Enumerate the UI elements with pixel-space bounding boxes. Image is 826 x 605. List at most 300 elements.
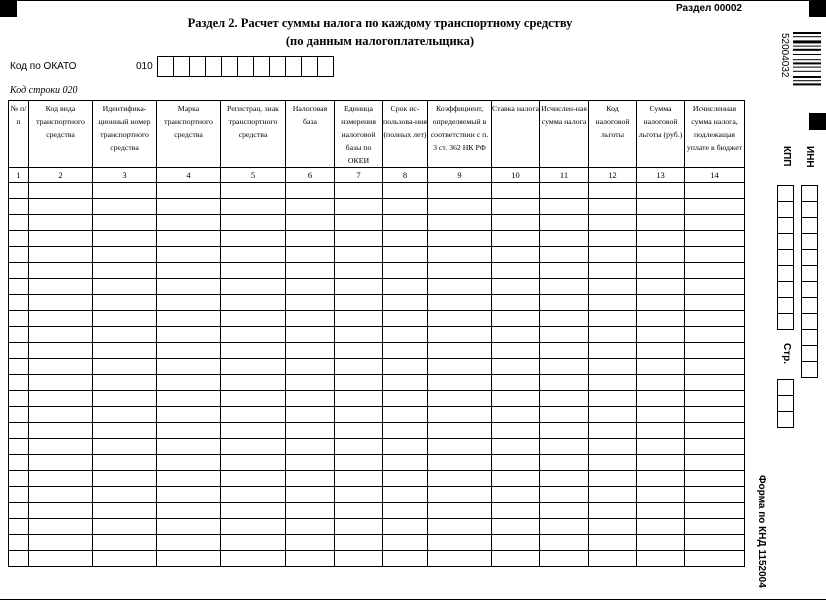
table-cell[interactable] [492,327,540,343]
table-cell[interactable] [428,327,492,343]
table-cell[interactable] [157,535,221,551]
okato-cell[interactable] [206,57,222,76]
table-cell[interactable] [637,471,685,487]
kpp-input-cells[interactable] [777,185,794,330]
table-cell[interactable] [335,503,383,519]
table-cell[interactable] [286,471,335,487]
table-cell[interactable] [428,215,492,231]
table-cell[interactable] [221,535,286,551]
table-cell[interactable] [637,199,685,215]
table-cell[interactable] [589,503,637,519]
table-cell[interactable] [589,439,637,455]
table-cell[interactable] [492,535,540,551]
table-cell[interactable] [335,519,383,535]
table-cell[interactable] [492,295,540,311]
inn-cell[interactable] [802,362,817,378]
table-cell[interactable] [157,487,221,503]
table-cell[interactable] [93,471,157,487]
table-cell[interactable] [221,471,286,487]
table-cell[interactable] [540,455,589,471]
page-number-cells[interactable] [777,379,794,428]
table-cell[interactable] [685,407,745,423]
table-cell[interactable] [29,471,93,487]
table-cell[interactable] [540,439,589,455]
table-cell[interactable] [428,503,492,519]
table-cell[interactable] [93,215,157,231]
table-cell[interactable] [428,375,492,391]
table-cell[interactable] [93,183,157,199]
table-cell[interactable] [157,327,221,343]
table-cell[interactable] [589,343,637,359]
table-cell[interactable] [157,407,221,423]
table-cell[interactable] [428,471,492,487]
table-cell[interactable] [286,391,335,407]
table-cell[interactable] [383,551,428,567]
table-cell[interactable] [29,311,93,327]
table-cell[interactable] [221,439,286,455]
table-cell[interactable] [685,279,745,295]
table-cell[interactable] [335,535,383,551]
table-cell[interactable] [685,471,745,487]
table-cell[interactable] [383,455,428,471]
okato-cell[interactable] [286,57,302,76]
table-cell[interactable] [157,503,221,519]
table-cell[interactable] [540,551,589,567]
table-cell[interactable] [221,487,286,503]
table-cell[interactable] [29,327,93,343]
table-cell[interactable] [29,183,93,199]
table-cell[interactable] [685,439,745,455]
table-cell[interactable] [540,375,589,391]
table-cell[interactable] [93,199,157,215]
inn-cell[interactable] [802,186,817,202]
table-cell[interactable] [9,375,29,391]
table-cell[interactable] [685,423,745,439]
table-cell[interactable] [221,407,286,423]
table-cell[interactable] [93,455,157,471]
table-cell[interactable] [383,247,428,263]
table-cell[interactable] [589,311,637,327]
table-cell[interactable] [637,535,685,551]
table-cell[interactable] [589,263,637,279]
table-cell[interactable] [286,295,335,311]
table-cell[interactable] [93,375,157,391]
table-cell[interactable] [685,359,745,375]
table-cell[interactable] [383,519,428,535]
table-cell[interactable] [29,423,93,439]
table-cell[interactable] [157,183,221,199]
table-cell[interactable] [637,519,685,535]
table-cell[interactable] [9,503,29,519]
table-cell[interactable] [685,231,745,247]
table-cell[interactable] [540,471,589,487]
table-cell[interactable] [221,311,286,327]
table-cell[interactable] [286,311,335,327]
table-cell[interactable] [540,327,589,343]
table-cell[interactable] [221,327,286,343]
table-cell[interactable] [335,455,383,471]
table-cell[interactable] [492,199,540,215]
kpp-cell[interactable] [778,314,793,330]
table-cell[interactable] [286,487,335,503]
table-cell[interactable] [29,247,93,263]
table-cell[interactable] [637,391,685,407]
table-cell[interactable] [29,535,93,551]
table-cell[interactable] [637,263,685,279]
table-cell[interactable] [157,247,221,263]
table-cell[interactable] [9,551,29,567]
table-cell[interactable] [383,391,428,407]
table-cell[interactable] [335,551,383,567]
table-cell[interactable] [589,407,637,423]
table-cell[interactable] [685,327,745,343]
table-cell[interactable] [29,215,93,231]
table-cell[interactable] [589,295,637,311]
table-cell[interactable] [637,407,685,423]
table-cell[interactable] [589,231,637,247]
table-cell[interactable] [637,487,685,503]
table-cell[interactable] [428,439,492,455]
table-cell[interactable] [93,263,157,279]
table-cell[interactable] [428,519,492,535]
table-cell[interactable] [637,343,685,359]
table-cell[interactable] [157,519,221,535]
table-cell[interactable] [492,487,540,503]
table-cell[interactable] [540,295,589,311]
table-cell[interactable] [383,535,428,551]
table-cell[interactable] [221,199,286,215]
table-cell[interactable] [29,551,93,567]
table-cell[interactable] [540,183,589,199]
table-cell[interactable] [221,215,286,231]
inn-input-cells[interactable] [801,185,818,378]
table-cell[interactable] [540,487,589,503]
table-cell[interactable] [428,343,492,359]
table-cell[interactable] [93,407,157,423]
table-cell[interactable] [589,519,637,535]
table-cell[interactable] [286,455,335,471]
table-cell[interactable] [492,455,540,471]
table-cell[interactable] [589,471,637,487]
table-cell[interactable] [383,183,428,199]
okato-cell[interactable] [174,57,190,76]
table-cell[interactable] [221,423,286,439]
table-cell[interactable] [383,327,428,343]
table-cell[interactable] [589,215,637,231]
table-cell[interactable] [157,231,221,247]
table-cell[interactable] [383,343,428,359]
okato-cell[interactable] [158,57,174,76]
table-cell[interactable] [492,471,540,487]
table-cell[interactable] [9,311,29,327]
table-cell[interactable] [286,407,335,423]
table-cell[interactable] [29,455,93,471]
table-cell[interactable] [383,199,428,215]
table-cell[interactable] [221,519,286,535]
table-cell[interactable] [589,487,637,503]
table-cell[interactable] [9,487,29,503]
table-cell[interactable] [335,311,383,327]
table-cell[interactable] [335,375,383,391]
kpp-cell[interactable] [778,250,793,266]
okato-cell[interactable] [222,57,238,76]
okato-cell[interactable] [190,57,206,76]
table-cell[interactable] [492,407,540,423]
table-cell[interactable] [428,295,492,311]
table-cell[interactable] [540,311,589,327]
table-cell[interactable] [335,407,383,423]
table-cell[interactable] [9,519,29,535]
table-cell[interactable] [685,295,745,311]
table-cell[interactable] [93,311,157,327]
table-cell[interactable] [157,279,221,295]
table-cell[interactable] [492,311,540,327]
table-cell[interactable] [637,375,685,391]
table-cell[interactable] [93,535,157,551]
table-cell[interactable] [637,423,685,439]
kpp-cell[interactable] [778,202,793,218]
table-cell[interactable] [492,215,540,231]
table-cell[interactable] [157,263,221,279]
table-cell[interactable] [685,311,745,327]
inn-cell[interactable] [802,202,817,218]
table-cell[interactable] [93,519,157,535]
kpp-cell[interactable] [778,218,793,234]
table-cell[interactable] [589,535,637,551]
table-cell[interactable] [428,407,492,423]
table-cell[interactable] [29,375,93,391]
table-cell[interactable] [383,407,428,423]
inn-cell[interactable] [802,298,817,314]
table-cell[interactable] [492,439,540,455]
table-cell[interactable] [685,455,745,471]
table-cell[interactable] [637,503,685,519]
inn-cell[interactable] [802,346,817,362]
table-cell[interactable] [9,455,29,471]
inn-cell[interactable] [802,330,817,346]
table-cell[interactable] [428,231,492,247]
table-cell[interactable] [589,551,637,567]
table-cell[interactable] [637,183,685,199]
table-cell[interactable] [157,215,221,231]
table-cell[interactable] [157,375,221,391]
table-cell[interactable] [93,231,157,247]
table-cell[interactable] [428,247,492,263]
table-cell[interactable] [9,423,29,439]
table-cell[interactable] [221,295,286,311]
table-cell[interactable] [29,295,93,311]
table-cell[interactable] [29,199,93,215]
table-cell[interactable] [685,183,745,199]
okato-input-cells[interactable] [157,56,334,77]
table-cell[interactable] [428,487,492,503]
table-cell[interactable] [637,359,685,375]
table-cell[interactable] [428,391,492,407]
table-cell[interactable] [286,263,335,279]
table-cell[interactable] [29,231,93,247]
table-cell[interactable] [157,343,221,359]
table-cell[interactable] [685,503,745,519]
table-cell[interactable] [589,183,637,199]
table-cell[interactable] [29,343,93,359]
table-cell[interactable] [383,471,428,487]
table-cell[interactable] [157,295,221,311]
table-cell[interactable] [492,423,540,439]
table-cell[interactable] [93,279,157,295]
table-cell[interactable] [93,439,157,455]
table-cell[interactable] [383,279,428,295]
okato-cell[interactable] [238,57,254,76]
table-cell[interactable] [589,199,637,215]
table-cell[interactable] [9,263,29,279]
table-cell[interactable] [428,455,492,471]
table-cell[interactable] [157,423,221,439]
table-cell[interactable] [9,183,29,199]
table-cell[interactable] [540,391,589,407]
table-cell[interactable] [589,455,637,471]
table-cell[interactable] [540,199,589,215]
table-cell[interactable] [589,247,637,263]
table-cell[interactable] [157,471,221,487]
table-cell[interactable] [29,487,93,503]
inn-cell[interactable] [802,282,817,298]
table-cell[interactable] [540,407,589,423]
table-cell[interactable] [93,359,157,375]
okato-cell[interactable] [318,57,333,76]
table-cell[interactable] [221,183,286,199]
table-cell[interactable] [286,535,335,551]
table-cell[interactable] [286,519,335,535]
table-cell[interactable] [335,215,383,231]
table-cell[interactable] [9,231,29,247]
page-cell[interactable] [778,412,793,428]
table-cell[interactable] [685,535,745,551]
table-cell[interactable] [492,279,540,295]
table-cell[interactable] [492,375,540,391]
table-cell[interactable] [540,247,589,263]
table-cell[interactable] [685,551,745,567]
table-cell[interactable] [93,423,157,439]
table-cell[interactable] [540,359,589,375]
table-cell[interactable] [637,327,685,343]
table-cell[interactable] [286,279,335,295]
table-cell[interactable] [93,295,157,311]
table-cell[interactable] [383,423,428,439]
table-cell[interactable] [492,391,540,407]
table-cell[interactable] [383,359,428,375]
table-cell[interactable] [685,343,745,359]
table-cell[interactable] [157,359,221,375]
table-cell[interactable] [157,439,221,455]
table-cell[interactable] [685,375,745,391]
table-cell[interactable] [335,279,383,295]
table-cell[interactable] [29,359,93,375]
table-cell[interactable] [9,327,29,343]
table-cell[interactable] [93,327,157,343]
table-cell[interactable] [428,199,492,215]
table-cell[interactable] [589,359,637,375]
table-cell[interactable] [637,311,685,327]
table-cell[interactable] [383,503,428,519]
table-cell[interactable] [286,215,335,231]
table-cell[interactable] [221,231,286,247]
table-cell[interactable] [492,231,540,247]
table-cell[interactable] [383,215,428,231]
table-cell[interactable] [286,359,335,375]
table-cell[interactable] [93,343,157,359]
table-cell[interactable] [685,247,745,263]
table-cell[interactable] [9,343,29,359]
table-cell[interactable] [157,199,221,215]
table-cell[interactable] [335,295,383,311]
table-cell[interactable] [335,391,383,407]
table-cell[interactable] [637,295,685,311]
table-cell[interactable] [685,487,745,503]
okato-cell[interactable] [302,57,318,76]
table-cell[interactable] [9,471,29,487]
table-cell[interactable] [29,279,93,295]
table-cell[interactable] [221,503,286,519]
page-cell[interactable] [778,380,793,396]
table-cell[interactable] [685,215,745,231]
table-cell[interactable] [428,183,492,199]
table-cell[interactable] [9,199,29,215]
table-cell[interactable] [492,503,540,519]
table-cell[interactable] [9,439,29,455]
table-cell[interactable] [286,423,335,439]
table-cell[interactable] [9,407,29,423]
table-cell[interactable] [428,311,492,327]
table-cell[interactable] [286,375,335,391]
table-cell[interactable] [335,343,383,359]
table-cell[interactable] [428,263,492,279]
table-cell[interactable] [492,247,540,263]
inn-cell[interactable] [802,266,817,282]
table-cell[interactable] [685,519,745,535]
table-cell[interactable] [93,247,157,263]
table-cell[interactable] [335,471,383,487]
table-cell[interactable] [383,295,428,311]
table-cell[interactable] [492,343,540,359]
table-cell[interactable] [157,455,221,471]
kpp-cell[interactable] [778,186,793,202]
table-cell[interactable] [93,503,157,519]
table-cell[interactable] [9,215,29,231]
table-cell[interactable] [335,199,383,215]
table-cell[interactable] [9,295,29,311]
table-cell[interactable] [540,503,589,519]
table-cell[interactable] [221,247,286,263]
table-cell[interactable] [221,263,286,279]
table-cell[interactable] [589,423,637,439]
table-cell[interactable] [157,311,221,327]
table-cell[interactable] [589,391,637,407]
table-cell[interactable] [540,231,589,247]
table-cell[interactable] [335,247,383,263]
inn-cell[interactable] [802,218,817,234]
table-cell[interactable] [93,551,157,567]
table-cell[interactable] [428,535,492,551]
table-cell[interactable] [589,375,637,391]
table-cell[interactable] [221,343,286,359]
table-cell[interactable] [540,215,589,231]
table-cell[interactable] [428,423,492,439]
table-cell[interactable] [540,263,589,279]
table-cell[interactable] [286,183,335,199]
table-cell[interactable] [335,327,383,343]
table-cell[interactable] [286,231,335,247]
kpp-cell[interactable] [778,298,793,314]
